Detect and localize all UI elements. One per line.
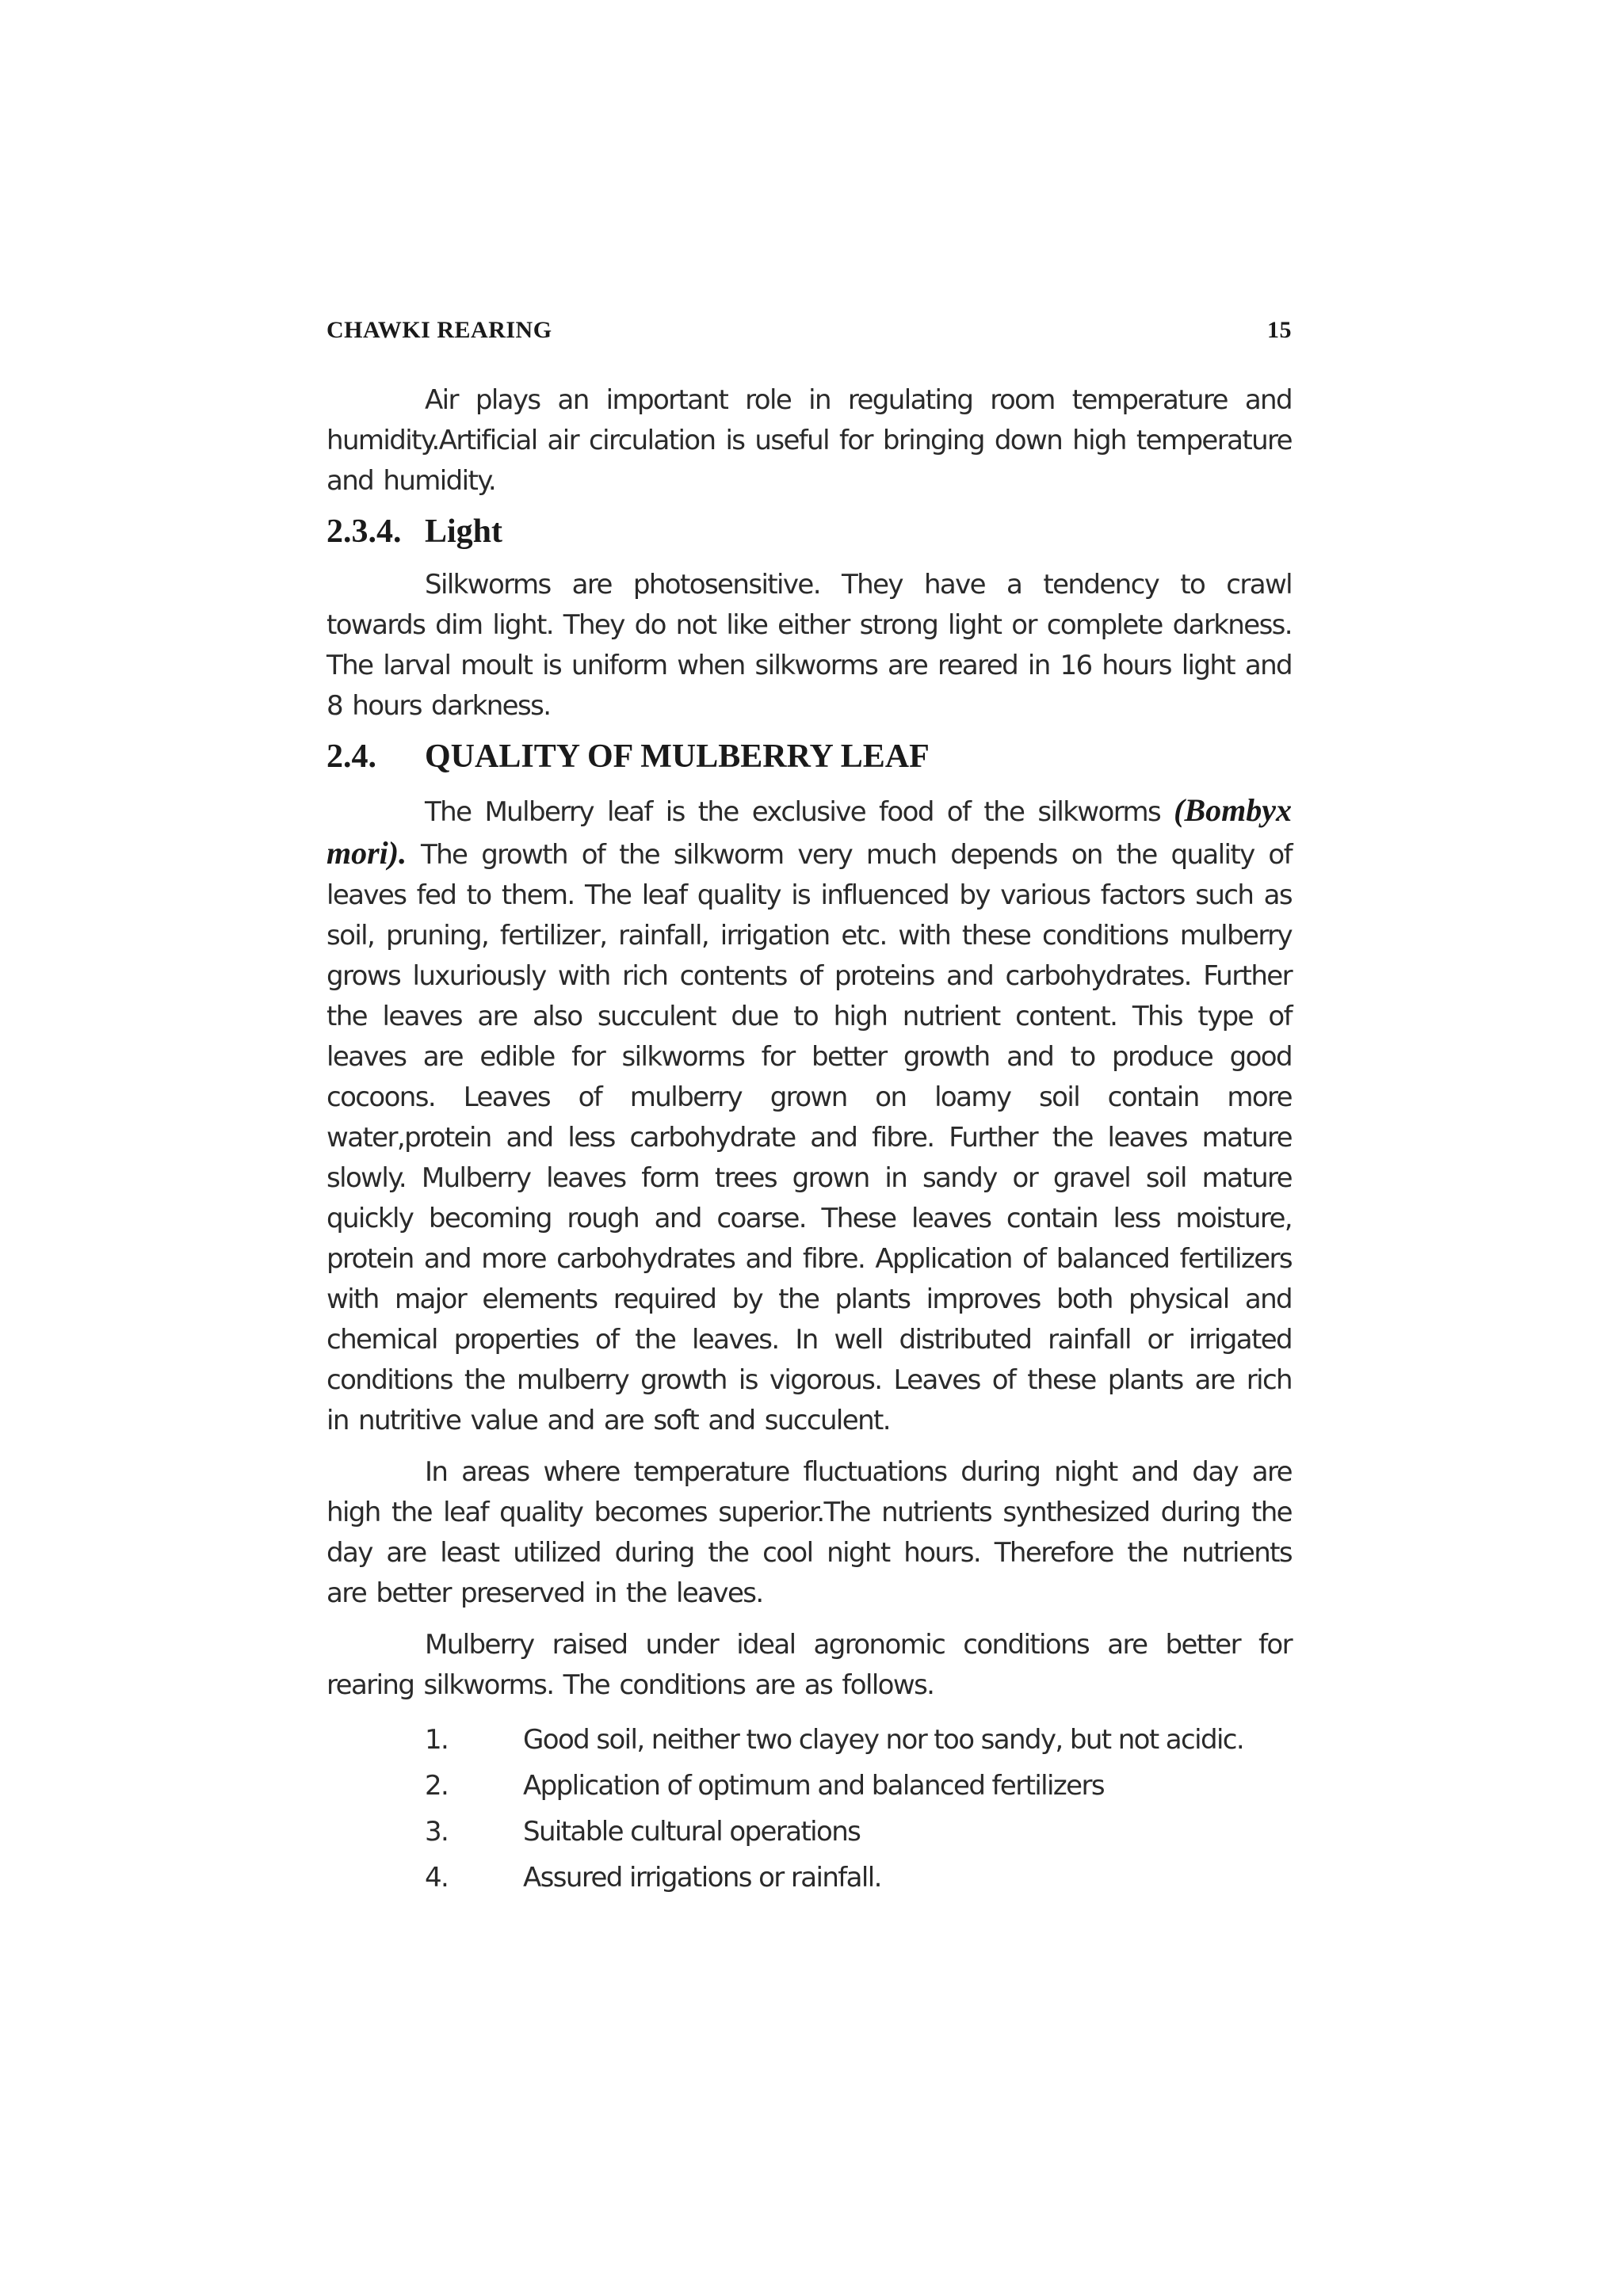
list-item-number: 1. [425, 1724, 449, 1756]
list-item-text: Application of optimum and balanced fertilizers [523, 1770, 1104, 1802]
section-heading-quality [327, 738, 1292, 776]
quality-paragraph-2: In areas where temperature fluctuations during night and day are high the leaf quality becomes superior.The nutrients synthesized during the day are least utilized during the cool night hours. Therefore the nutrients are better preserved in the leaves. [327, 1456, 1292, 1609]
light-paragraph: Silkworms are photosensitive. They have a tendency to crawl towards dim light. They do not like either strong light or complete darkness. The larval moult is uniform when silkworms are reared in 16 hours light and 8 hours darkness. [327, 569, 1292, 722]
conditions-list [425, 1717, 1292, 1901]
list-item [425, 1809, 1292, 1855]
list-item-text: Assured irrigations or rainfall. [523, 1862, 881, 1894]
list-item-text: Good soil, neither two clayey nor too sandy, but not acidic. [523, 1724, 1244, 1756]
section-title: QUALITY OF MULBERRY LEAF [425, 738, 930, 775]
section-title: Light [425, 513, 503, 550]
quality-paragraph-3: Mulberry raised under ideal agronomic conditions are better for rearing silkworms. The conditions are as follows. [327, 1629, 1292, 1701]
section-heading-light [327, 513, 1292, 551]
running-header [327, 317, 1292, 344]
list-item [425, 1763, 1292, 1809]
quality-paragraph-1 [327, 790, 1292, 1441]
species-name: (Bombyx mori). [327, 792, 1292, 871]
section-number: 2.3.4. [327, 513, 402, 550]
paragraph-text: The Mulberry leaf is the exclusive food of the silkworms [425, 796, 1174, 828]
list-item-number: 2. [425, 1770, 449, 1802]
running-title: CHAWKI REARING [327, 317, 552, 343]
paragraph-text: The growth of the silkworm very much depends on the quality of leaves fed to them. The leaf quality is influenced by various factors such as soil, pruning, fertilizer, rainfall, irrigation etc. with these conditions mulberry grows luxuriously with rich contents of proteins and carbohydrates. Further the leaves are also succulent due to high nutrient content. This type of leaves are edible for silkworms for better growth and to produce good cocoons. Leaves of mulberry grown on loamy soil contain more water,protein and less carbohydrate and fibre. Further the leaves mature slowly. Mulberry leaves form trees grown in sandy or gravel soil mature quickly becoming rough and coarse. These leaves contain less moisture, protein and more carbohydrates and fibre. Application of balanced fertilizers with major elements required by the plants improves both physical and chemical properties of the leaves. In well distributed rainfall or irrigated conditions the mulberry growth is vigorous. Leaves of these plants are rich in nutritive value and are soft and succulent. [327, 839, 1292, 1436]
page-number: 15 [1267, 317, 1292, 343]
list-item-text: Suitable cultural operations [523, 1816, 861, 1848]
intro-paragraph: Air plays an important role in regulating room temperature and humidity.Artificial air circulation is useful for bringing down high temperature and humidity. [327, 384, 1292, 497]
section-number: 2.4. [327, 738, 376, 775]
list-item-number: 3. [425, 1816, 449, 1848]
page-content [327, 317, 1292, 1901]
list-item [425, 1717, 1292, 1763]
list-item-number: 4. [425, 1862, 449, 1894]
list-item [425, 1855, 1292, 1901]
